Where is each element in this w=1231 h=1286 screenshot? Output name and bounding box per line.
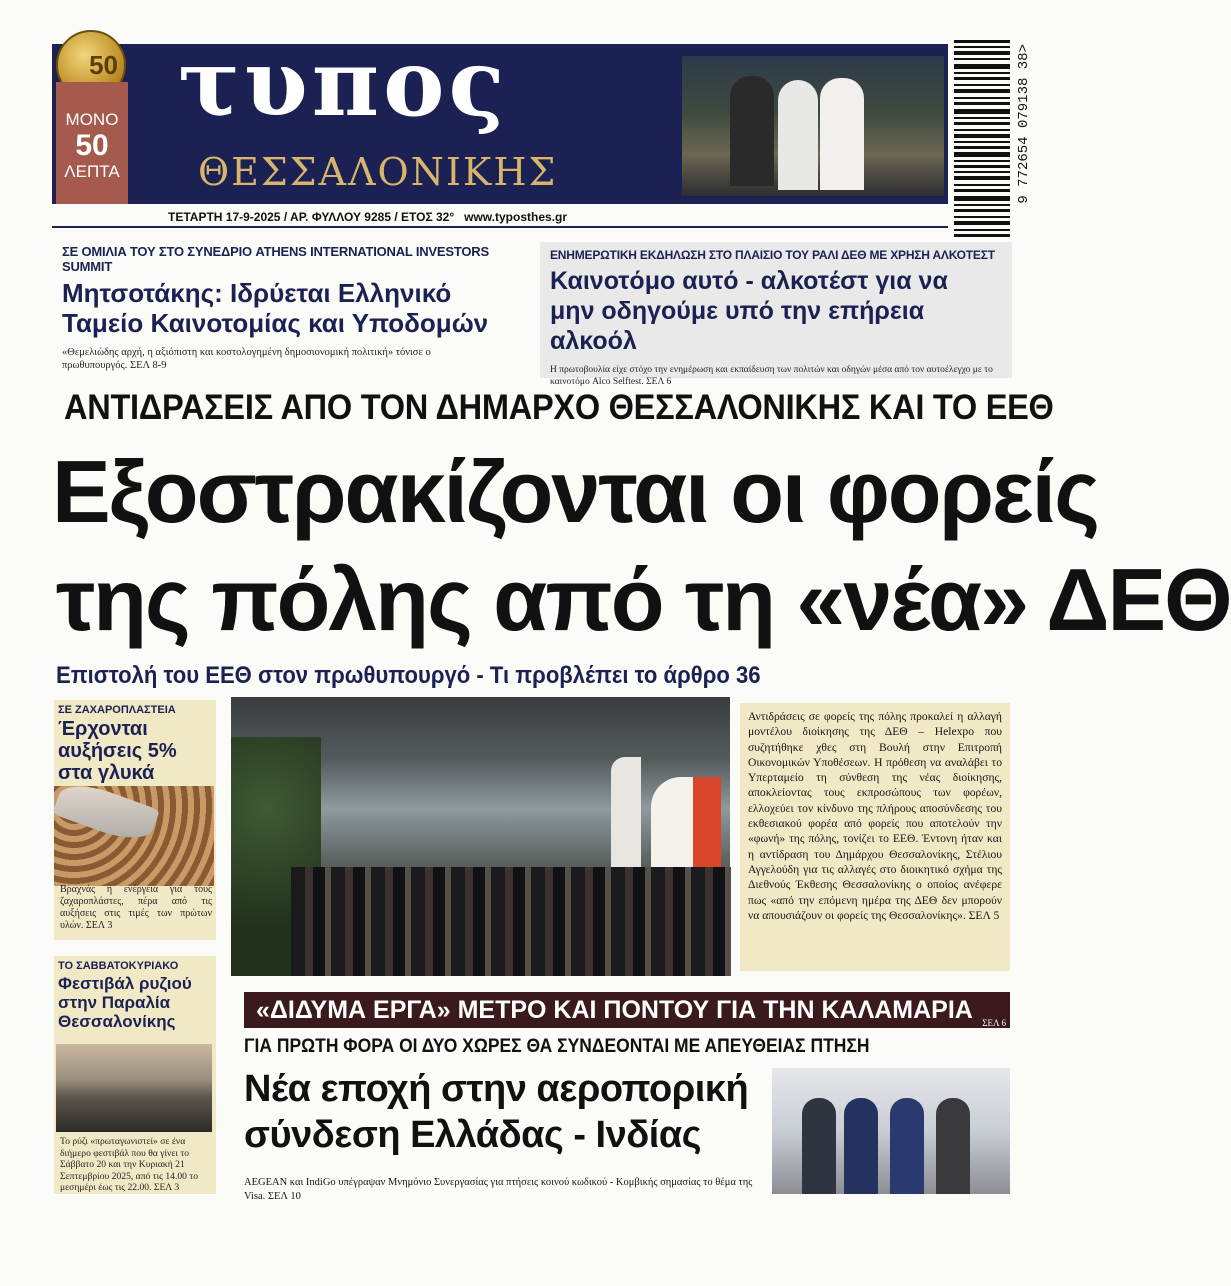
price-box [56, 82, 128, 204]
website-link[interactable]: www.typosthes.gr [464, 210, 568, 224]
sidebar-festival[interactable] [58, 960, 214, 1031]
story-kicker: ΣΕ ΟΜΙΛΙΑ ΤΟΥ ΣΤΟ ΣΥΝΕΔΡΙΟ ATHENS INTERNATIONAL INVESTORS SUMMIT [62, 244, 489, 274]
story-summary: Η πρωτοβουλία είχε στόχο την ενημέρωση και εκπαίδευση των πολιτών και οδηγών μέσα από τον αυτοέλεγχο με το καινοτόμο Alco Selftest. ΣΕΛ 6 [550, 365, 993, 387]
sidebar-headline-line2: στην Παραλία [58, 993, 171, 1012]
story-summary: «Θεμελιώδης αρχή, η αξιόπιστη και κοστολογημένη δημοσιονομική πολιτική» τόνισε ο πρωθυπουργός. ΣΕΛ 8-9 [62, 347, 431, 371]
festival-photo [56, 1044, 212, 1132]
sidebar-headline-line2: αυξήσεις 5% [58, 740, 177, 762]
lead-headline-line1[interactable]: Εξοστρακίζονται οι φορείς [52, 442, 1098, 541]
sidebar-headline-line1: Φεστιβάλ ρυζιού [58, 974, 192, 993]
lead-photo [231, 697, 730, 976]
price-value: 50 [75, 129, 109, 162]
sidebar-kicker: ΤΟ ΣΑΒΒΑΤΟΚΥΡΙΑΚΟ [58, 960, 179, 972]
metro-bar-text: «ΔΙΔΥΜΑ ΕΡΓΑ» ΜΕΤΡΟ ΚΑΙ ΠΟΝΤΟΥ ΓΙΑ ΤΗΝ ΚΑΛΑΜΑΡΙΑ [256, 996, 973, 1024]
sidebar-headline-line3: στα γλυκά [58, 762, 155, 784]
aviation-headline-line2: σύνδεση Ελλάδας - Ινδίας [244, 1114, 701, 1156]
price-label-top: ΜΟΝΟ [65, 110, 119, 129]
sidebar-summary: Βραχνάς η ενέργεια για τους ζαχαροπλάστες, πέρα από τις αυξήσεις στις τιμές των πρώτων υλών. ΣΕΛ 3 [60, 884, 212, 931]
sidebar-sweets[interactable] [58, 704, 214, 784]
story-headline-line2: Ταμείο Καινοτομίας και Υποδομών [62, 308, 489, 338]
story-headline-line1: Μητσοτάκης: Ιδρύεται Ελληνικό [62, 278, 452, 308]
dateline [168, 210, 567, 224]
metro-bar-page: ΣΕΛ 6 [982, 1018, 1006, 1028]
euro-coin-icon: 50 [56, 30, 126, 100]
masthead-photo [682, 56, 944, 196]
aviation-summary: AEGEAN και IndiGo υπέγραψαν Μνημόνιο Συνεργασίας για πτήσεις κοινού κωδικού - Κομβικής σημασίας το θέμα της Visa. ΣΕΛ 10 [244, 1177, 753, 1202]
lead-body: Αντιδράσεις σε φορείς της πόλης προκαλεί η αλλαγή μοντέλου διοίκησης της ΔΕΘ – Helexpo που συζητήθηκε χθες στη Βουλή στην Επιτροπή Οικονομικών Υποθέσεων. Η πρόθεση να αναλάβει το Υπερταμείο τη σύνθεση της νέας διοίκησης, αποκλείοντας τους εκπροσώπους των φορέων, ελλοχεύει τον κίνδυνο της πλήρους αποσύνδεσης του εκθεσιακού φορέα από φορείς που αποτελούν την «φωνή» της πόλης, τονίζει το ΕΕΘ. Έντονη ήταν και η αντίδραση του Δημάρχου Θεσσαλονίκης, Στέλιου Αγγελούδη για τις αλλαγές στο διοικητικό σχήμα της Διεθνούς Έκθεσης Θεσσαλονίκης ο οποίος ανέφερε πως «από την επόμενη ημέρα της ΔΕΘ δεν μπορούν να απουσιάζουν οι φορείς της Θεσσαλονίκης». ΣΕΛ 5 [740, 703, 1010, 971]
newspaper-logo-subtitle: ΘΕΣΣΑΛΟΝΙΚΗΣ [198, 150, 558, 194]
price-label-bottom: ΛΕΠΤΑ [64, 162, 120, 181]
issue-info: ΤΕΤΑΡΤΗ 17-9-2025 / ΑΡ. ΦΥΛΛΟΥ 9285 / ΕΤΟΣ 32° [168, 210, 455, 224]
aviation-kicker: ΓΙΑ ΠΡΩΤΗ ΦΟΡΑ ΟΙ ΔΥΟ ΧΩΡΕΣ ΘΑ ΣΥΝΔΕΟΝΤΑΙ ΜΕ ΑΠΕΥΘΕΙΑΣ ΠΤΗΣΗ [244, 1036, 870, 1057]
sidebar-headline-line3: Θεσσαλονίκης [58, 1012, 176, 1031]
newspaper-logo: τυπος [178, 29, 509, 137]
barcode-icon [952, 40, 1012, 250]
story-kicker: ΕΝΗΜΕΡΩΤΙΚΗ ΕΚΔΗΛΩΣΗ ΣΤΟ ΠΛΑΙΣΙΟ ΤΟΥ ΡΑΛΙ ΔΕΘ ΜΕ ΧΡΗΣΗ ΑΛΚΟΤΕΣΤ [550, 248, 995, 262]
story-mitsotakis[interactable] [62, 244, 532, 372]
lead-supertitle: ΑΝΤΙΔΡΑΣΕΙΣ ΑΠΟ ΤΟΝ ΔΗΜΑΡΧΟ ΘΕΣΣΑΛΟΝΙΚΗΣ ΚΑΙ ΤΟ ΕΕΘ [64, 388, 1054, 427]
lead-deck: Επιστολή του ΕΕΘ στον πρωθυπουργό - Τι προβλέπει το άρθρο 36 [56, 662, 761, 689]
sidebar-headline-line1: Έρχονται [58, 718, 148, 740]
lead-headline-line2[interactable]: της πόλης από τη «νέα» ΔΕΘ [56, 550, 1231, 649]
sidebar-summary: Το ρύζι «πρωταγωνιστεί» σε ένα διήμερο φεστιβάλ που θα γίνει το Σάββατο 20 και την Κυριακή 21 Σεπτεμβρίου 2025, από τις 14.00 το μεσημέρι έως τις 22.00. ΣΕΛ 3 [60, 1136, 198, 1194]
story-headline-line2: μην οδηγούμε υπό την επήρεια αλκοόλ [550, 297, 925, 355]
aviation-headline[interactable] [244, 1066, 764, 1158]
story-headline-line1: Καινοτόμο αυτό - αλκοτέστ για να [550, 267, 948, 295]
metro-bar[interactable] [244, 992, 1010, 1028]
story-alcotest[interactable] [550, 248, 1008, 388]
aviation-photo [772, 1068, 1010, 1194]
barcode-number: 9 772654 079138 38> [1016, 44, 1032, 204]
aviation-headline-line1: Νέα εποχή στην αεροπορική [244, 1068, 749, 1110]
sidebar-kicker: ΣΕ ΖΑΧΑΡΟΠΛΑΣΤΕΙΑ [58, 704, 176, 716]
